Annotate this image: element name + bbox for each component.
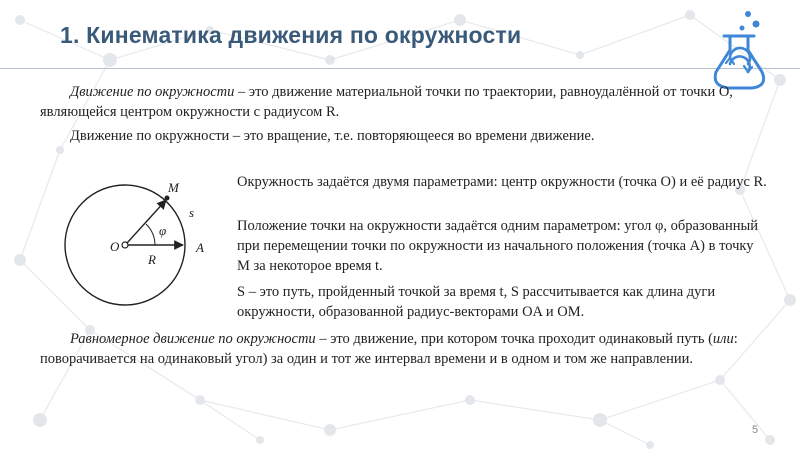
page-number: 5 [752, 424, 759, 436]
angle-arc [146, 224, 155, 245]
uniform-motion-text-2: : поворачивается на одинаковый угол) за один и тот же интервал времени и в одном и том же направлении. [40, 331, 738, 367]
rotation-paragraph: Движение по окружности – это вращение, т.е. повторяющееся во времени движение. [70, 128, 595, 144]
circle-diagram [62, 172, 232, 322]
label-phi: φ [159, 223, 167, 238]
page-title: 1. Кинематика движения по окружности [60, 22, 522, 48]
path-length-text: S – это путь, пройденный точкой за время t, S рассчитывается как длина дуги окружности, образованной радиус-векторами OA и OM. [237, 284, 716, 320]
point-m [165, 196, 170, 201]
definition-paragraph [40, 82, 760, 122]
label-o: O [110, 239, 120, 254]
uniform-motion-text-1: – это движение, при котором точка проходит одинаковый путь ( [315, 331, 713, 347]
point-position-text: Положение точки на окружности задаётся одним параметром: угол φ, образованный при перемещении точки по окружности из начального положения (точка A) в точку M за некоторое время t. [237, 218, 758, 274]
uniform-motion-paragraph [40, 329, 760, 369]
label-r: R [148, 252, 156, 267]
label-s: s [189, 205, 195, 220]
definition-text: – это движение материальной точки по траектории, равноудалённой от точки O, являющейся центром окружности с радиусом R. [40, 84, 733, 120]
uniform-motion-term: Равномерное движение по окружности [70, 331, 316, 347]
circle-parameters-text: Окружность задаётся двумя параметрами: центр окружности (точка O) и её радиус R. [237, 174, 767, 190]
label-m: M [168, 180, 179, 195]
uniform-motion-or: или [712, 331, 734, 347]
title-divider [0, 68, 800, 69]
label-a: A [196, 240, 204, 255]
definition-term: Движение по окружности [70, 84, 235, 100]
